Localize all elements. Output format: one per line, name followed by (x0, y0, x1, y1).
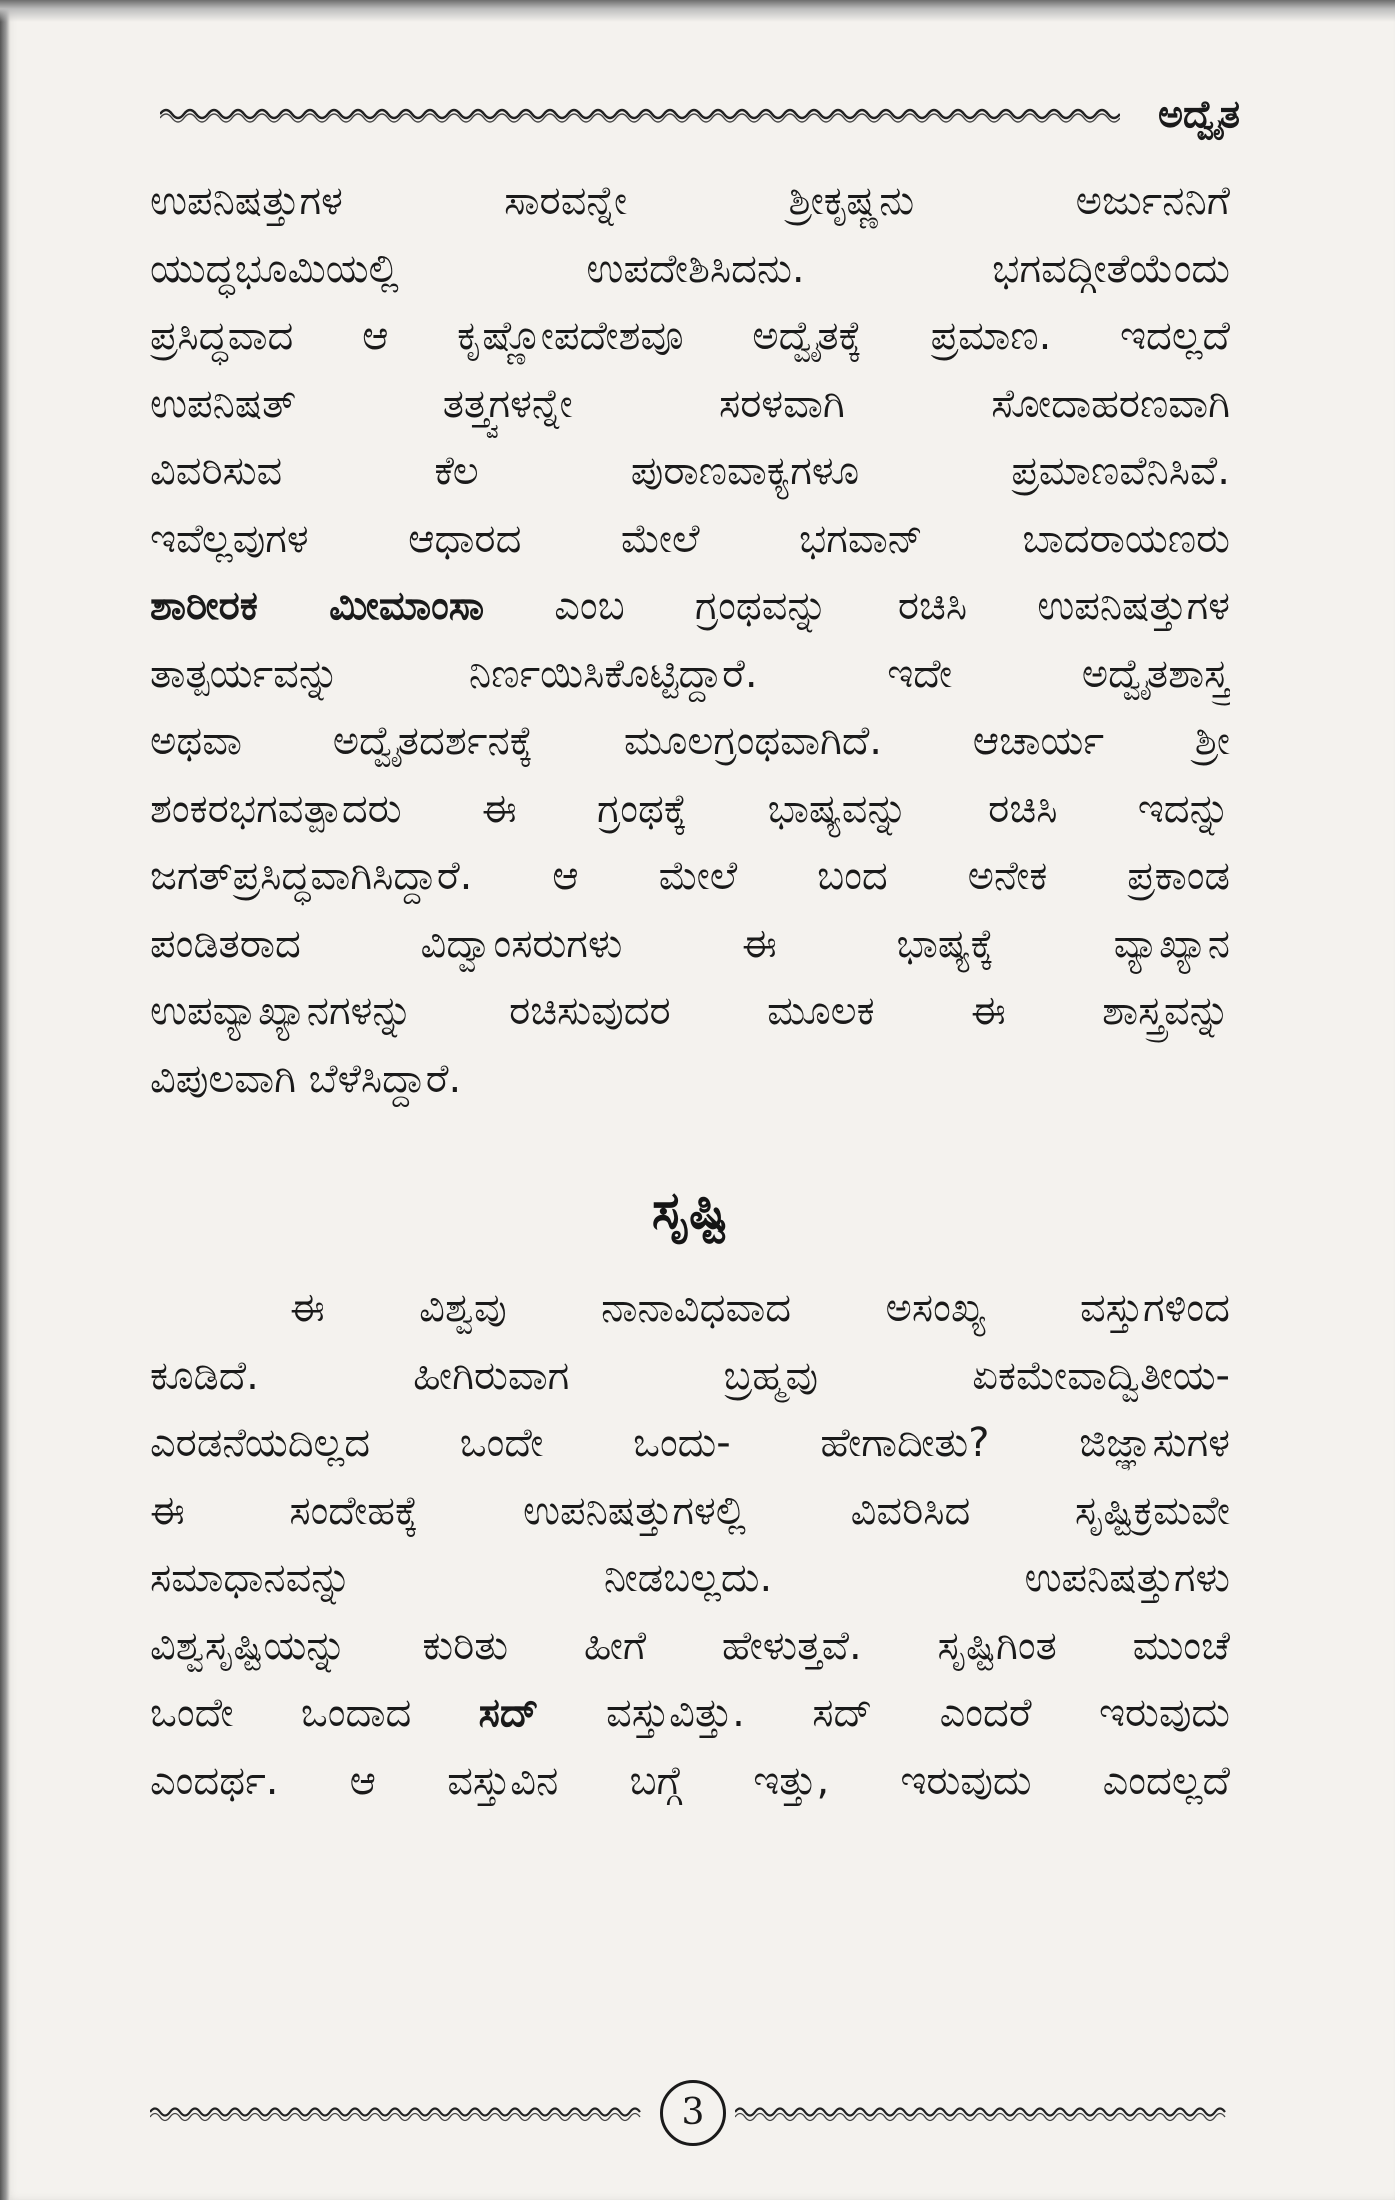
text-line: ವಿವರಿಸುವ ಕೆಲ ಪುರಾಣವಾಕ್ಯಗಳೂ ಪ್ರಮಾಣವೆನಿಸಿವೆ. (150, 448, 1230, 494)
text-line: ತಾತ್ಪರ್ಯವನ್ನು ನಿರ್ಣಯಿಸಿಕೊಟ್ಟಿದ್ದಾರೆ. ಇದೇ ಅದ್ವೈತಶಾಸ್ತ್ರ (150, 650, 1230, 697)
text-line: ಉಪವ್ಯಾಖ್ಯಾನಗಳನ್ನು ರಚಿಸುವುದರ ಮೂಲಕ ಈ ಶಾಸ್ತ್ರವನ್ನು (150, 988, 1230, 1034)
page-top-shadow (0, 0, 1395, 22)
text-line: ಸಮಾಧಾನವನ್ನು ನೀಡಬಲ್ಲದು. ಉಪನಿಷತ್ತುಗಳು (150, 1555, 1230, 1601)
decorative-rule (735, 2104, 1230, 2124)
text-line (150, 573, 1230, 641)
text-line: ಪ್ರಸಿದ್ಧವಾದ ಆ ಕೃಷ್ಣೋಪದೇಶವೂ ಅದ್ವೈತಕ್ಕೆ ಪ್ರಮಾಣ. ಇದಲ್ಲದೆ (150, 313, 1230, 359)
page-body (150, 168, 1230, 1815)
text-line: ಯುದ್ಧಭೂಮಿಯಲ್ಲಿ ಉಪದೇಶಿಸಿದನು. ಭಗವದ್ಗೀತೆಯೆಂದು (150, 245, 1230, 292)
text-line: ಕೂಡಿದೆ. ಹೀಗಿರುವಾಗ ಬ್ರಹ್ಮವು ಏಕಮೇವಾದ್ವಿತೀಯ- (150, 1352, 1230, 1399)
text-line: ಎಂದರ್ಥ. ಆ ವಸ್ತುವಿನ ಬಗ್ಗೆ ಇತ್ತು, ಇರುವುದು ಎಂದಲ್ಲದೆ (150, 1757, 1230, 1804)
text-line: ಅಥವಾ ಅದ್ವೈತದರ್ಶನಕ್ಕೆ ಮೂಲಗ್ರಂಥವಾಗಿದೆ. ಆಚಾರ್ಯ ಶ್ರೀ (150, 718, 1230, 764)
text-line: ಉಪನಿಷತ್ತುಗಳ ಸಾರವನ್ನೇ ಶ್ರೀಕೃಷ್ಣನು ಅರ್ಜುನನಿಗೆ (150, 178, 1230, 224)
text-line: ಶಂಕರಭಗವತ್ಪಾದರು ಈ ಗ್ರಂಥಕ್ಕೆ ಭಾಷ್ಯವನ್ನು ರಚಿಸಿ ಇದನ್ನು (150, 785, 1230, 832)
text-line: ಈ ಸಂದೇಹಕ್ಕೆ ಉಪನಿಷತ್ತುಗಳಲ್ಲಿ ವಿವರಿಸಿದ ಸೃಷ್ಟಿಕ್ರಮವೇ (150, 1487, 1230, 1534)
text-line: ಈ ವಿಶ್ವವು ನಾನಾವಿಧವಾದ ಅಸಂಖ್ಯ ವಸ್ತುಗಳಿಂದ (290, 1285, 1230, 1331)
bold-term: ಶಾರೀರಕ ಮೀಮಾಂಸಾ (150, 583, 485, 629)
text-line: ಪಂಡಿತರಾದ ವಿದ್ವಾಂಸರುಗಳು ಈ ಭಾಷ್ಯಕ್ಕೆ ವ್ಯಾಖ್ಯಾನ (150, 920, 1230, 967)
text-line: ಉಪನಿಷತ್ ತತ್ತ್ವಗಳನ್ನೇ ಸರಳವಾಗಿ ಸೋದಾಹರಣವಾಗಿ (150, 380, 1230, 427)
page-number: 3 (660, 2080, 726, 2146)
bold-term: ಸದ್ (478, 1690, 539, 1736)
decorative-rule (150, 2104, 645, 2124)
page-footer (150, 2080, 1230, 2150)
text-line: ಎರಡನೆಯದಿಲ್ಲದ ಒಂದೇ ಒಂದು- ಹೇಗಾದೀತು? ಜಿಜ್ಞಾಸುಗಳ (150, 1420, 1230, 1466)
text-run: ಒಂದೇ ಒಂದಾದ (150, 1690, 479, 1736)
text-line: ವಿಶ್ವಸೃಷ್ಟಿಯನ್ನು ಕುರಿತು ಹೀಗೆ ಹೇಳುತ್ತವೆ. ಸೃಷ್ಟಿಗಿಂತ ಮುಂಚೆ (150, 1622, 1230, 1669)
paragraph-1 (150, 168, 1230, 1113)
page-gutter (0, 0, 10, 2200)
text-line: ಜಗತ್‌ಪ್ರಸಿದ್ಧವಾಗಿಸಿದ್ದಾರೆ. ಆ ಮೇಲೆ ಬಂದ ಅನೇಕ ಪ್ರಕಾಂಡ (150, 853, 1230, 899)
section-heading: ಸೃಷ್ಟಿ (651, 1181, 729, 1241)
text-line: ಇವೆಲ್ಲವುಗಳ ಆಧಾರದ ಮೇಲೆ ಭಗವಾನ್ ಬಾದರಾಯಣರು (150, 515, 1230, 562)
text-line: ವಿಪುಲವಾಗಿ ಬೆಳೆಸಿದ್ದಾರೆ. (150, 1055, 462, 1102)
running-header (160, 92, 1240, 152)
text-run: ವಸ್ತುವಿತ್ತು. ಸದ್ ಎಂದರೆ ಇರುವುದು (538, 1690, 1230, 1736)
paragraph-2 (150, 1275, 1230, 1815)
decorative-rule (160, 104, 1120, 124)
text-run: ಎಂಬ ಗ್ರಂಥವನ್ನು ರಚಿಸಿ ಉಪನಿಷತ್ತುಗಳ (484, 583, 1230, 629)
text-line (150, 1680, 1230, 1748)
running-title: ಅದ್ವೈತ (1157, 92, 1240, 136)
